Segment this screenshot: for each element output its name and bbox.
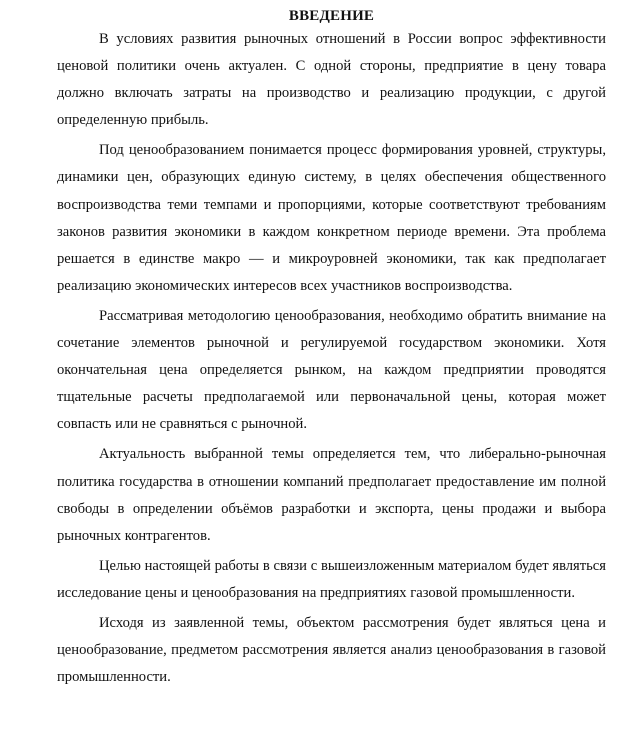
document-title: ВВЕДЕНИЕ — [288, 8, 375, 24]
paragraph-6: Исходя из заявленной темы, объектом рассмотрения будет являться цена и ценообразование, предметом рассмотрения является анализ ценообразования в газовой промышленности. — [57, 614, 606, 686]
paragraph-2: Под ценообразованием понимается процесс формирования уровней, структуры, динамики цен, образующих единую систему, в целях обеспечения общественного воспроизводства теми темпами и пропорциями, которые соответствуют требованиям законов развития экономики в каждом конкретном периоде времени. Эта проблема решается в единстве макро — и микроуровней экономики, так как предполагает реализацию экономических интересов всех участников воспроизводства. — [57, 142, 606, 294]
paragraph-5: Целью настоящей работы в связи с вышеизложенным материалом будет являться исследование цены и ценообразования на предприятиях газовой промышленности. — [57, 557, 606, 601]
paragraph-3: Рассматривая методологию ценообразования, необходимо обратить внимание на сочетание элементов рыночной и регулируемой государством экономики. Хотя окончательная цена определяется рынком, на каждом предприятии проводятся тщательные расчеты предполагаемой или первоначальной цены, которая может совпасть или не сравняться с рыночной. — [57, 307, 606, 433]
paragraph-4: Актуальность выбранной темы определяется тем, что либерально-рыночная политика государства в отношении компаний предполагает предоставление им полной свободы в определении объёмов разработки и экспорта, цены продажи и выбора рыночных контрагентов. — [57, 446, 606, 544]
paragraph-1: В условиях развития рыночных отношений в России вопрос эффективности ценовой политики очень актуален. С одной стороны, предприятие в цену товара должно включать затраты на производство и реализацию продукции, с другой определенную прибыль. — [57, 31, 606, 129]
